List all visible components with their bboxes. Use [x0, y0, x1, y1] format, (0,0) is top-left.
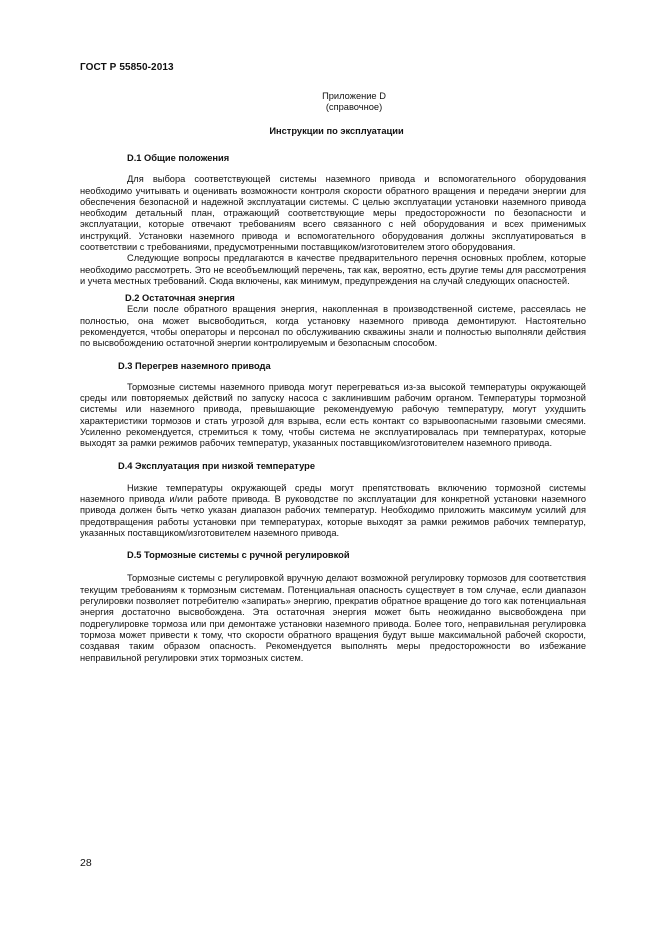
paragraph-d3-1: Тормозные системы наземного привода могут перегреваться из-за высокой температуры окружающей среды или повторяемых действий по запуску насоса с заклинившим рабочим органом. Температуры тормозной системы или наземного привода, превышающие рекомендуемую рабочую температуру, могут ухудшить характеристики тормозов и стать угрозой для взрыва, если есть контакт со взрывоопасными газовыми смесями. Усиленно рекомендуется, стремиться к тому, чтобы система не эксплуатировалась при температурах, которые выходят за рамки режимов рабочих температур, указанных поставщиком/изготовителем наземного привода.: [80, 381, 586, 449]
page-number: 28: [80, 857, 92, 869]
standard-code: ГОСТ Р 55850-2013: [80, 62, 174, 73]
paragraph-d1-2: Следующие вопросы предлагаются в качестве предварительного перечня основных проблем, которые необходимо рассмотреть. Это не всеобъемлющий перечень, так как, вероятно, есть другие темы для рассмотрения и учета местных требований. Сюда включены, как минимум, предупреждения на случай следующих опасностей.: [80, 253, 586, 286]
paragraph-d2-1: Если после обратного вращения энергия, накопленная в производственной системе, рассеялась не полностью, она может высвободиться, когда установку наземного привода демонтируют. Настоятельно рекомендуется, чтобы операторы и персонал по обслуживанию скважины знали и полностью выполняли действия по высвобождению остаточной энергии контролируемым и безопасным способом.: [80, 304, 586, 349]
section-heading-d5: D.5 Тормозные системы с ручной регулировкой: [127, 550, 350, 561]
section-heading-d1: D.1 Общие положения: [127, 153, 230, 163]
document-body: [80, 153, 586, 664]
page-title: Инструкции по эксплуатации: [269, 126, 404, 136]
appendix-label: [312, 91, 396, 113]
paragraph-d1-1: Для выбора соответствующей системы наземного привода и вспомогательного оборудования необходимо учитывать и оценивать возможности контроля скорости обратного вращения и передачи энергии для обеспечения безопасной и надежной эксплуатации системы. С целью эксплуатации установки наземного привода необходим детальный план, отражающий соответствующие меры предосторожности по безопасности и эксплуатации, которые отвечают требованиям всего связанного с ней оборудования и всех применимых инструкций. Установки наземного привода и вспомогательного оборудования должны эксплуатироваться в соответствии с требованиями, предусмотренными поставщиком/изготовителем этого оборудования.: [80, 174, 586, 252]
paragraph-d5-1: Тормозные системы с регулировкой вручную делают возможной регулировку тормозов для соответствия текущим требованиям к тормозным системам. Потенциальная опасность существует в том случае, если диапазон регулировки позволяет потребителю «запирать» энергию, прекратив обратное вращение до того как потенциальная энергия достаточно высвобождена. Эта остаточная энергия может быть неожиданно высвобождена при подрегулировке тормоза или при демонтаже установки наземного привода. Более того, неправильная регулировка тормоза может привести к тому, что скорости обратного вращения будут выше максимальной рабочей скорости, создавая таким образом опасность. Рекомендуется выполнять меры предосторожности во избежание неправильной регулировки этих тормозных систем.: [80, 573, 586, 663]
appendix-note: (справочное): [325, 102, 383, 112]
paragraph-d4-1: Низкие температуры окружающей среды могут препятствовать включению тормозной системы наземного привода и/или работе привода. В руководстве по эксплуатации для конкретной установки наземного привода должен быть четко указан диапазон рабочих температур. Необходимо приложить максимум усилий для предотвращения работы установки при температурах, которые выходят за рамки режимов рабочих температур, указанных поставщиком/изготовителем наземного привода.: [80, 482, 586, 538]
section-heading-d4: D.4 Эксплуатация при низкой температуре: [118, 460, 315, 471]
appendix-title: Приложение D: [322, 91, 386, 101]
section-heading-d2: D.2 Остаточная энергия: [125, 293, 235, 304]
section-heading-d3: D.3 Перегрев наземного привода: [118, 360, 271, 371]
